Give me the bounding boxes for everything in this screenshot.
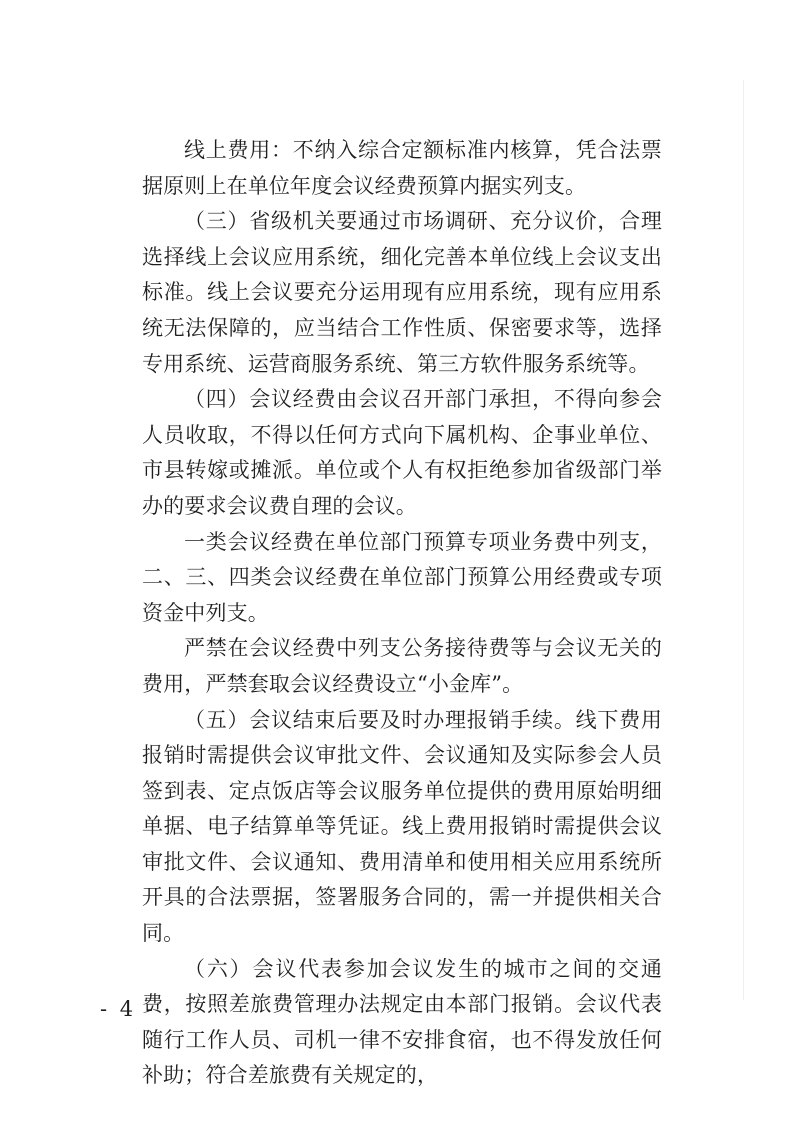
paragraph-item-4: （四）会议经费由会议召开部门承担，不得向参会人员收取，不得以任何方式向下属机构、企事业单位、市县转嫁或摊派。单位或个人有权拒绝参加省级部门举办的要求会议费自理的会议。 bbox=[142, 387, 662, 518]
scan-edge-line bbox=[743, 80, 744, 1000]
paragraph-prohibition: 严禁在会议经费中列支公务接待费等与会议无关的费用，严禁套取会议经费设立“小金库”。 bbox=[142, 636, 662, 696]
paragraph-item-6: （六）会议代表参加会议发生的城市之间的交通费，按照差旅费管理办法规定由本部门报销。会议代表随行工作人员、司机一律不安排食宿，也不得发放任何补助；符合差旅费有关规定的， bbox=[142, 956, 662, 1088]
paragraph-fee-categories: 一类会议经费在单位部门预算专项业务费中列支，二、三、四类会议经费在单位部门预算公用经费或专项资金中列支。 bbox=[142, 529, 662, 625]
document-body bbox=[142, 133, 662, 1094]
page-number: - 4 - bbox=[100, 997, 156, 1021]
paragraph-online-fees: 线上费用：不纳入综合定额标准内核算，凭合法票据原则上在单位年度会议经费预算内据实列支。 bbox=[142, 138, 662, 198]
paragraph-item-5: （五）会议结束后要及时办理报销手续。线下费用报销时需提供会议审批文件、会议通知及实际参会人员签到表、定点饭店等会议服务单位提供的费用原始明细单据、电子结算单等凭证。线上费用报销时需提供会议审批文件、会议通知、费用清单和使用相关应用系统所开具的合法票据，签署服务合同的，需一并提供相关合同。 bbox=[142, 707, 662, 946]
paragraph-item-3: （三）省级机关要通过市场调研、充分议价，合理选择线上会议应用系统，细化完善本单位线上会议支出标准。线上会议要充分运用现有应用系统，现有应用系统无法保障的，应当结合工作性质、保密要求等，选择专用系统、运营商服务系统、第三方软件服务系统等。 bbox=[142, 209, 662, 376]
